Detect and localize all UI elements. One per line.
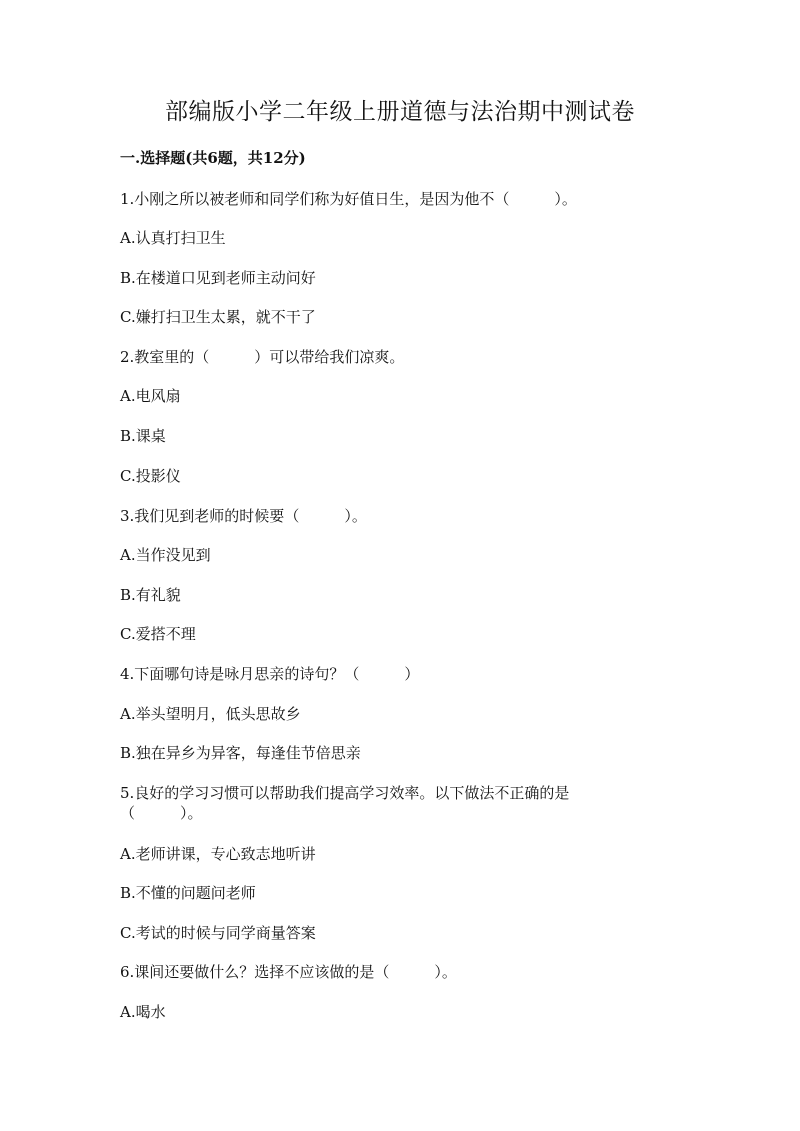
question-2-option-a: A.电风扇	[120, 387, 181, 405]
question-1-option-c: C.嫌打扫卫生太累，就不干了	[120, 308, 316, 326]
question-3-option-a: A.当作没见到	[120, 546, 211, 564]
question-3-option-b: B.有礼貌	[120, 586, 181, 604]
question-stem-2: 2.教室里的（ ）可以带给我们凉爽。	[120, 348, 405, 366]
question-4-option-b: B.独在异乡为异客，每逢佳节倍思亲	[120, 744, 361, 762]
question-2-option-c: C.投影仪	[120, 467, 181, 485]
question-stem-3: 3.我们见到老师的时候要（ ）。	[120, 507, 367, 525]
question-stem-6: 6.课间还要做什么？选择不应该做的是（ ）。	[120, 963, 457, 981]
question-4-option-a: A.举头望明月，低头思故乡	[120, 705, 301, 723]
question-2-option-b: B.课桌	[120, 427, 166, 445]
question-6-option-a: A.喝水	[120, 1003, 166, 1021]
question-stem-1: 1.小刚之所以被老师和同学们称为好值日生，是因为他不（ ）。	[120, 190, 577, 208]
question-stem-5: 5.良好的学习习惯可以帮助我们提高学习效率。以下做法不正确的是（ ）。	[120, 784, 570, 822]
question-5-option-b: B.不懂的问题问老师	[120, 884, 256, 902]
question-1-option-b: B.在楼道口见到老师主动问好	[120, 269, 316, 287]
question-stem-4: 4.下面哪句诗是咏月思亲的诗句？（ ）	[120, 665, 420, 683]
question-5-option-a: A.老师讲课，专心致志地听讲	[120, 845, 316, 863]
question-5-option-c: C.考试的时候与同学商量答案	[120, 924, 316, 942]
question-1-option-a: A.认真打扫卫生	[120, 229, 226, 247]
exam-title: 部编版小学二年级上册道德与法治期中测试卷	[165, 99, 635, 125]
question-3-option-c: C.爱搭不理	[120, 625, 196, 643]
section-heading: 一.选择题(共6题，共12分)	[120, 149, 306, 167]
